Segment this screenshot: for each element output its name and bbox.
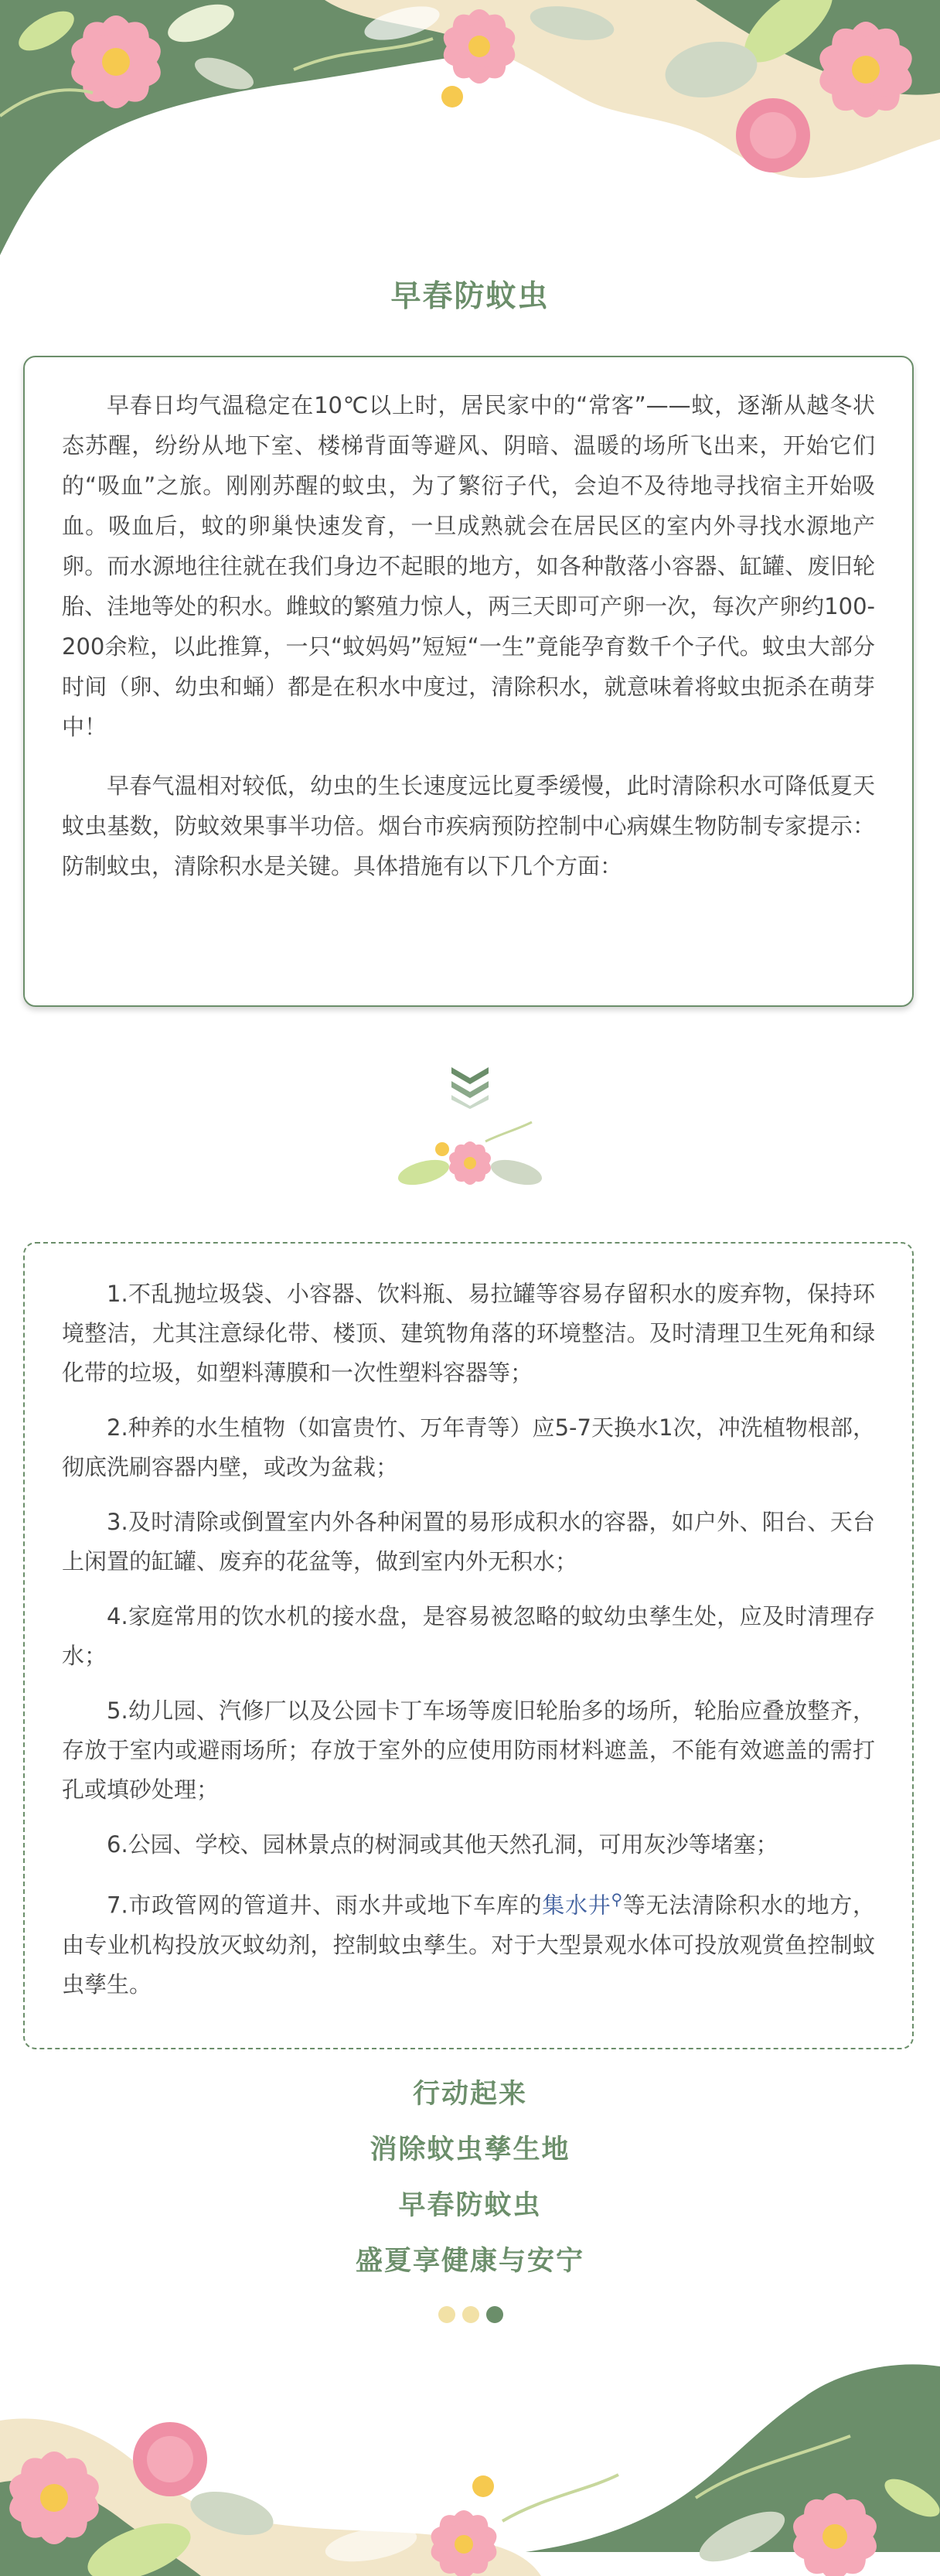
decorative-dots [436, 2305, 506, 2325]
intro-paragraph: 早春气温相对较低，幼虫的生长速度远比夏季缓慢，此时清除积水可降低夏天蚊虫基数，防蚊效果事半功倍。烟台市疾病预防控制中心病媒生物防制专家提示：防制蚊虫，清除积水是关键。具体措施有以下几个方面： [62, 773, 875, 879]
closing-line: 早春防蚊虫 [398, 2190, 542, 2221]
bottom-floral-banner [0, 2343, 940, 2576]
measure-item: 5.幼儿园、汽修厂以及公园卡丁车场等废旧轮胎多的场所，轮胎应叠放整齐，存放于室内或避雨场所；存放于室外的应使用防雨材料遮盖，不能有效遮盖的需打孔或填砂处理； [62, 1697, 875, 1803]
sump-well-link[interactable]: 集水井 [542, 1892, 611, 1919]
flower-divider-icon [393, 1118, 547, 1197]
measure-item: 1.不乱抛垃圾袋、小容器、饮料瓶、易拉罐等容易存留积水的废弃物，保持环境整洁，尤其注意绿化带、楼顶、建筑物角落的环境整洁。及时清理卫生死角和绿化带的垃圾，如塑料薄膜和一次性塑料容器等； [62, 1281, 875, 1386]
closing-line: 盛夏享健康与安宁 [355, 2246, 584, 2277]
measure-7-text-end: 等无法清除积水的地方，由专业机构投放灭蚊幼剂，控制蚊虫孳生。对于大型景观水体可投放观赏鱼控制蚊虫孳生。 [62, 1892, 875, 1998]
top-floral-banner [0, 0, 940, 255]
double-chevron-down-icon [447, 1061, 493, 1109]
measures-card [23, 1242, 914, 2049]
closing-line: 消除蚊虫孳生地 [370, 2134, 570, 2165]
measure-item [62, 1880, 875, 2005]
measure-item: 6.公园、学校、园林景点的树洞或其他天然孔洞，可用灰沙等堵塞； [107, 1831, 778, 1858]
measure-7-text-start: 7.市政管网的管道井、雨水井或地下车库的 [107, 1892, 543, 1919]
page-title: 早春防蚊虫 [390, 279, 550, 314]
closing-line: 行动起来 [412, 2079, 527, 2110]
measure-item: 2.种养的水生植物（如富贵竹、万年青等）应5-7天换水1次，冲洗植物根部，彻底洗刷容器内壁，或改为盆栽； [62, 1414, 875, 1480]
search-icon[interactable]: ⚲ [611, 1890, 623, 1909]
intro-paragraph: 早春日均气温稳定在10℃以上时，居民家中的“常客”——蚊，逐渐从越冬状态苏醒，纷纷从地下室、楼梯背面等避风、阴暗、温暖的场所飞出来，开始它们的“吸血”之旅。刚刚苏醒的蚊虫，为了繁衍子代，会迫不及待地寻找宿主开始吸血。吸血后，蚊的卵巢快速发育，一旦成熟就会在居民区的室内外寻找水源地产卵。而水源地往往就在我们身边不起眼的地方，如各种散落小容器、缸罐、废旧轮胎、洼地等处的积水。雌蚊的繁殖力惊人，两三天即可产卵一次，每次产卵约100-200余粒，以此推算，一只“蚊妈妈”短短“一生”竟能孕育数千个子代。蚊虫大部分时间（卵、幼虫和蛹）都是在积水中度过，清除积水，就意味着将蚊虫扼杀在萌芽中！ [62, 392, 875, 740]
measure-item: 3.及时清除或倒置室内外各种闲置的易形成积水的容器，如户外、阳台、天台上闲置的缸罐、废弃的花盆等，做到室内外无积水； [62, 1509, 875, 1575]
intro-card [23, 356, 914, 1007]
measure-item: 4.家庭常用的饮水机的接水盘，是容易被忽略的蚊幼虫孳生处，应及时清理存水； [62, 1603, 875, 1669]
